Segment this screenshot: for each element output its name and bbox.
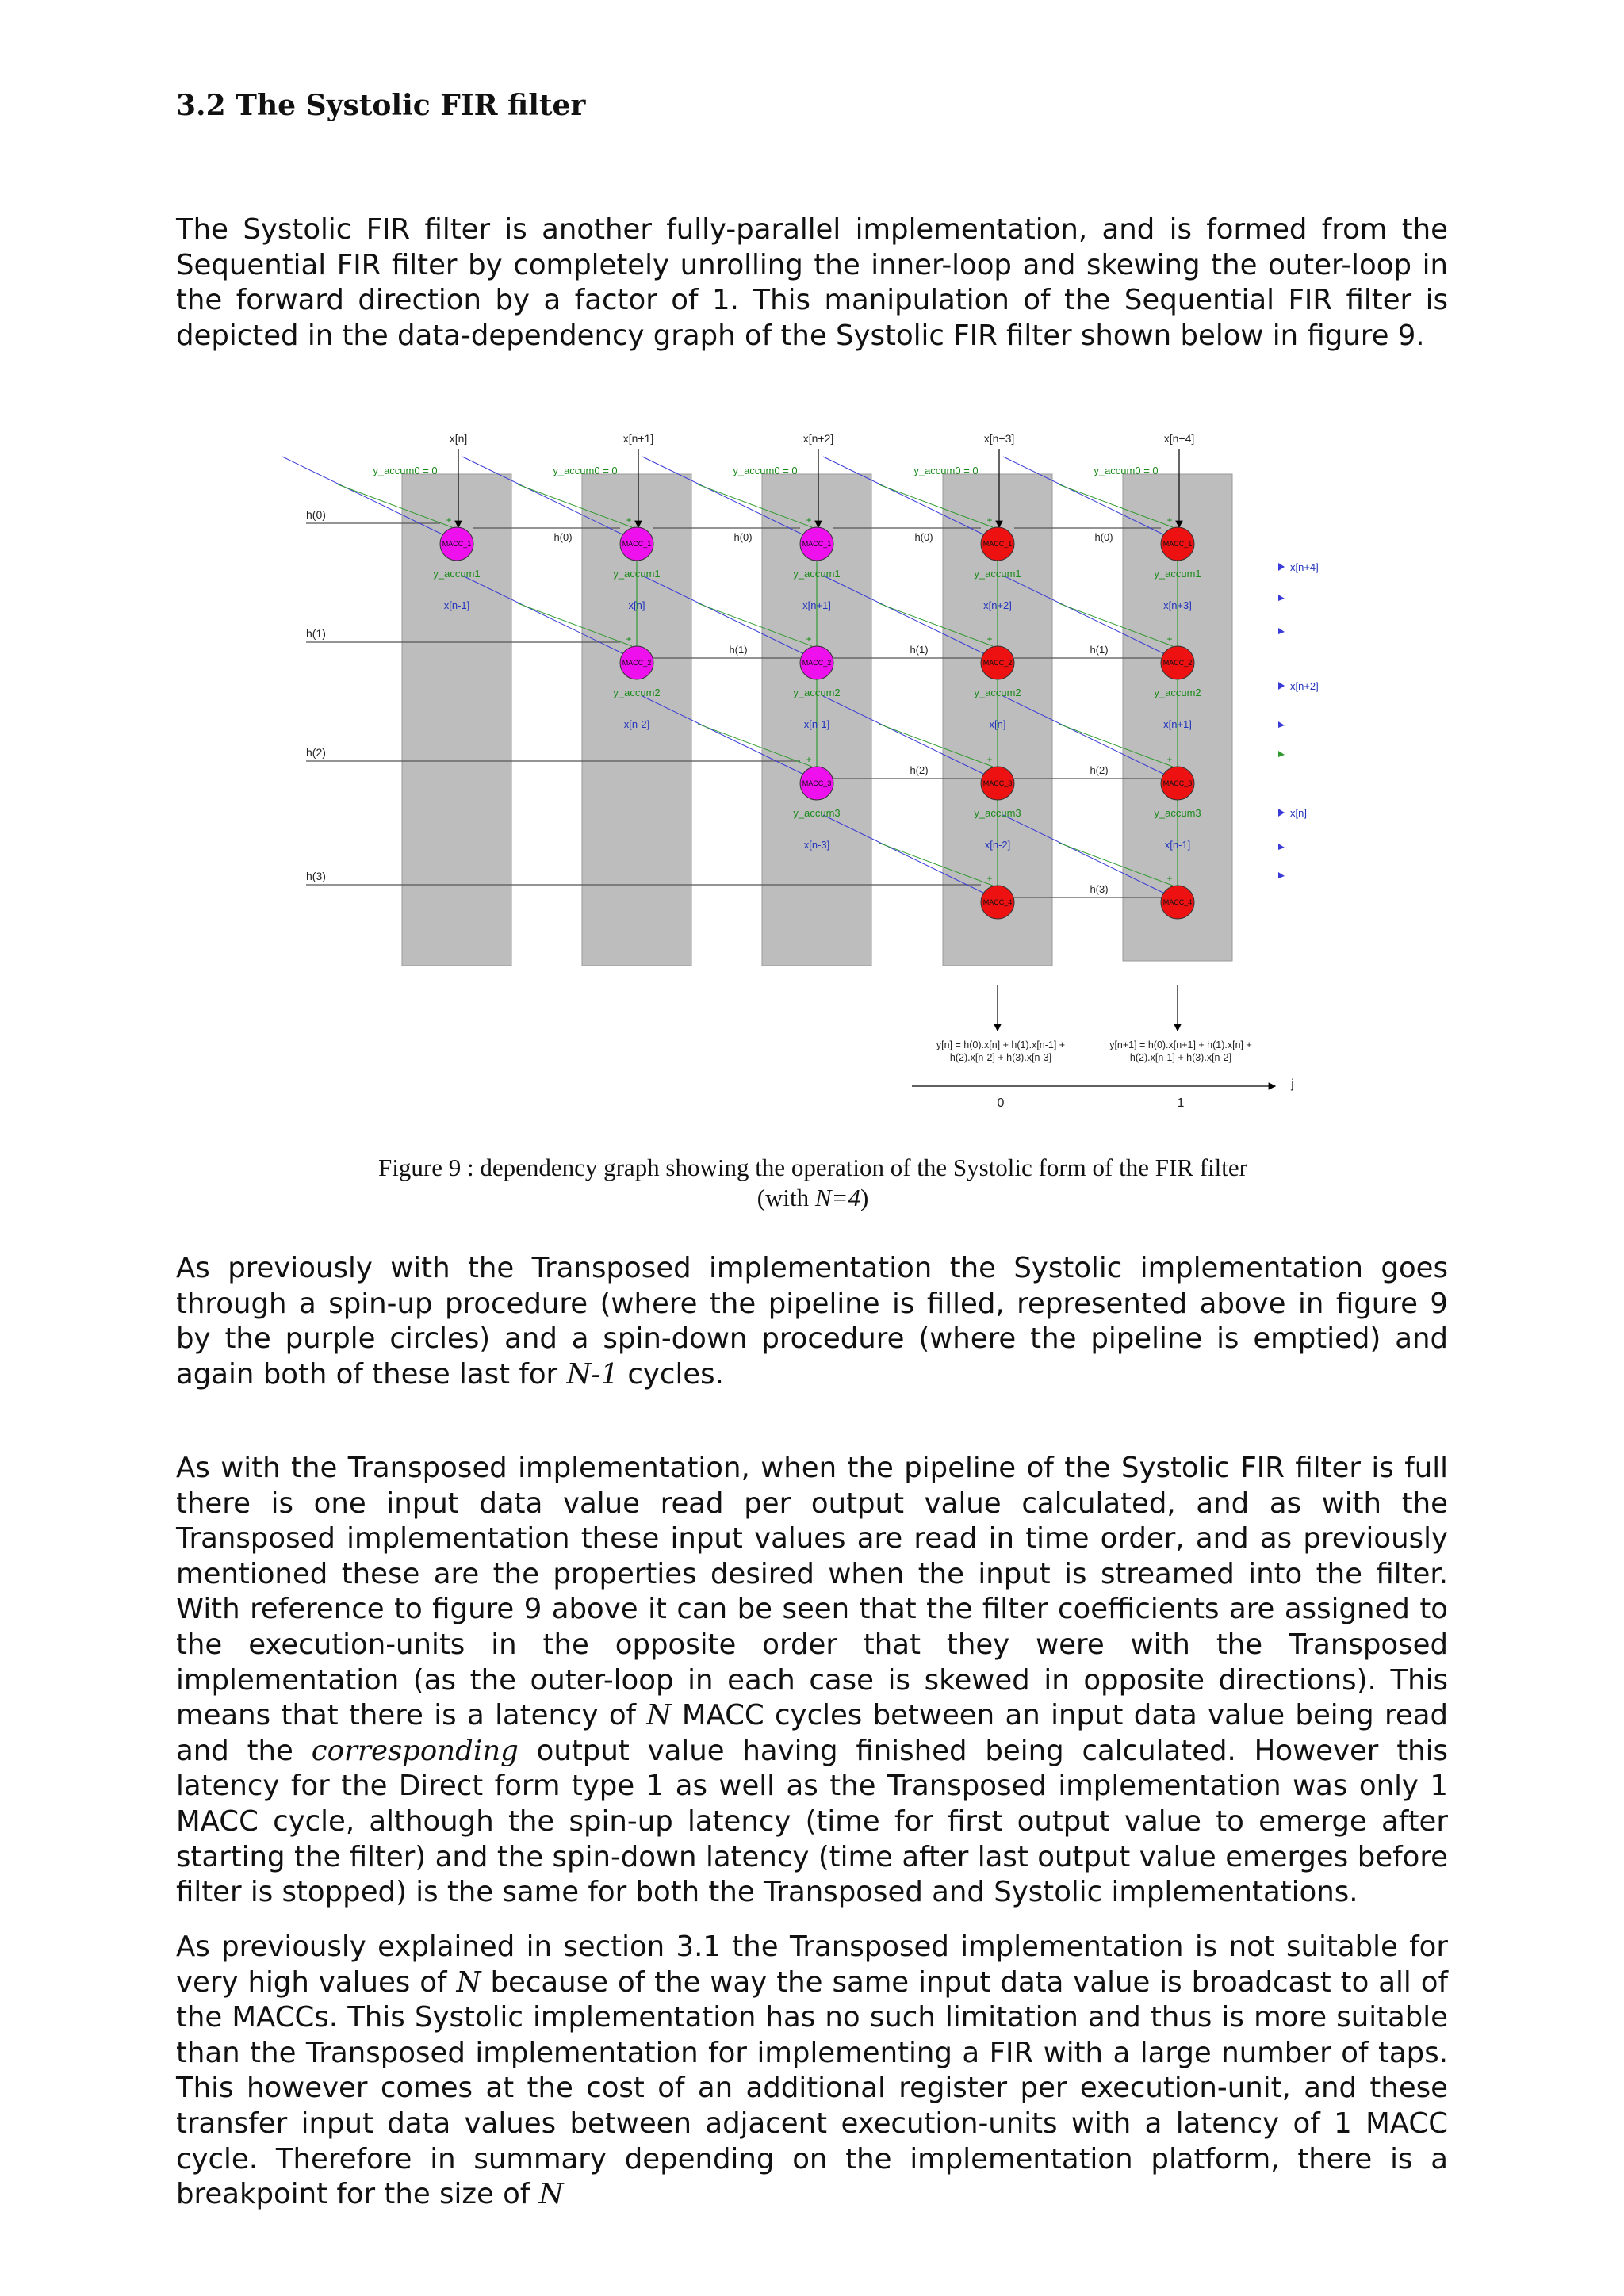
delayed-x-label: x[n+3] — [1163, 599, 1192, 611]
delayed-x-label: x[n-2] — [623, 718, 650, 730]
accum0-label: y_accum0 = 0 — [373, 465, 438, 476]
macc-label: MACC_3 — [1162, 779, 1193, 787]
p4-n2: N — [538, 2178, 564, 2211]
caption-with: (with — [756, 1184, 815, 1211]
accum-label: y_accum1 — [1154, 568, 1201, 580]
h-label: h(3) — [306, 870, 326, 882]
h-between-label: h(2) — [910, 764, 929, 776]
output-arrowhead — [1278, 563, 1285, 571]
h-row-label: h(0) — [553, 531, 573, 543]
column-x-label: x[n] — [449, 432, 468, 445]
column-x-label: x[n+3] — [983, 432, 1015, 445]
j-value-label: 0 — [997, 1096, 1005, 1110]
j-axis-label: j — [1291, 1077, 1294, 1091]
accum-label: y_accum2 — [974, 687, 1021, 698]
plus-sign: + — [446, 515, 452, 526]
accum-label: y_accum1 — [974, 568, 1021, 580]
macc-label: MACC_1 — [442, 540, 472, 548]
accum0-label: y_accum0 = 0 — [914, 465, 979, 476]
latency-paragraph — [176, 1451, 1448, 1911]
plus-sign: + — [626, 515, 632, 526]
h-label: h(2) — [306, 746, 326, 759]
macc-label: MACC_4 — [982, 898, 1013, 906]
plus-sign: + — [986, 633, 993, 645]
column-x-label: x[n+2] — [802, 432, 834, 445]
p4-n: N — [456, 1965, 481, 1999]
macc-label: MACC_3 — [802, 779, 832, 787]
output-formula-line2: h(2).x[n-2] + h(3).x[n-3] — [949, 1052, 1052, 1063]
delayed-x-label: x[n+1] — [1163, 718, 1192, 730]
accum-label: y_accum3 — [974, 807, 1021, 819]
plus-sign: + — [1166, 515, 1173, 526]
p4-text-b: because of the way the same input data value is broadcast to all of the MACCs. This Systolic implementation has no such limitation and thus is more suitable than the Transposed implementation for implementing a FIR with a large number of taps. This however comes at the cost of an additional register per execution-unit, and these transfer input data values between adjacent execution-units with a latency of 1 MACC cycle. Therefore in summary depending on the implementation platform, there is a breakpoint for the size of — [176, 1965, 1448, 2211]
p3-text-a: As with the Transposed implementation, when the pipeline of the Systolic FIR filter is full there is one input data value read per output value calculated, and as with the Transposed implementation these input values are read in time order, and as previously mentioned these are the properties desired when the input is streamed into the filter. With reference to figure 9 above it can be seen that the filter coefficients are assigned to the execution-units in the opposite order that they were with the Transposed implementation (as the outer-loop in each case is skewed in opposite directions). This means that there is a latency of — [176, 1452, 1448, 1732]
macc-label: MACC_2 — [622, 659, 652, 667]
output-formula-line2: h(2).x[n-1] + h(3).x[n-2] — [1129, 1052, 1232, 1063]
accum-label: y_accum1 — [793, 568, 841, 580]
plus-sign: + — [626, 633, 632, 645]
accum-label: y_accum3 — [793, 807, 841, 819]
caption-text: Figure 9 : dependency graph showing the operation of the Systolic form of the FIR filter — [378, 1154, 1247, 1181]
p3-n: N — [646, 1699, 672, 1732]
h-between-label: h(3) — [1090, 883, 1109, 895]
h-label: h(1) — [306, 627, 326, 640]
right-output-label: x[n] — [1290, 807, 1307, 819]
h-label: h(0) — [306, 508, 326, 521]
accum-label: y_accum3 — [1154, 807, 1201, 819]
delayed-x-label: x[n-2] — [984, 839, 1011, 851]
p3-text-c: output value having finished being calculated. However this latency for the Direct form type 1 as well as the Transposed implementation was only 1 MACC cycle, although the spin-up latency (time for first output value to emerge after starting the filter) and the spin-down latency (time after last output value emerges before filter is stopped) is the same for both the Transposed and Systolic implementations. — [176, 1734, 1449, 1909]
j-value-label: 1 — [1177, 1096, 1185, 1110]
macc-label: MACC_2 — [802, 659, 832, 667]
h-between-label: h(1) — [1090, 644, 1109, 656]
plus-sign: + — [986, 515, 993, 526]
plus-sign: + — [986, 754, 993, 765]
column-x-label: x[n+4] — [1163, 432, 1195, 445]
accum-label: y_accum1 — [433, 568, 481, 580]
macc-label: MACC_1 — [1162, 540, 1193, 548]
figure-caption — [238, 1153, 1388, 1213]
p3-text-b: MACC cycles between an input data value being read and the — [176, 1699, 1448, 1767]
plus-sign: + — [1166, 633, 1173, 645]
macc-label: MACC_1 — [982, 540, 1013, 548]
p2-n: N-1 — [566, 1357, 619, 1391]
delayed-x-label: x[n] — [628, 599, 645, 611]
macc-label: MACC_1 — [802, 540, 832, 548]
output-formula-line1: y[n+1] = h(0).x[n+1] + h(1).x[n] + — [1109, 1039, 1252, 1050]
accum0-label: y_accum0 = 0 — [733, 465, 798, 476]
delayed-x-label: x[n+1] — [802, 599, 831, 611]
delayed-x-label: x[n-1] — [1164, 839, 1191, 851]
output-arrowhead — [1278, 682, 1285, 690]
plus-sign: + — [1166, 754, 1173, 765]
delayed-x-label: x[n-1] — [443, 599, 470, 611]
output-arrowhead — [1278, 844, 1285, 850]
output-arrowhead — [1278, 595, 1285, 601]
h-row-label: h(0) — [1094, 531, 1113, 543]
macc-label: MACC_1 — [622, 540, 652, 548]
delayed-x-label: x[n-1] — [803, 718, 830, 730]
right-output-label: x[n+2] — [1290, 680, 1319, 692]
macc-label: MACC_4 — [1162, 898, 1193, 906]
output-arrowhead — [1278, 809, 1285, 817]
p4-text-a: As previously explained in section 3.1 the Transposed implementation is not suitable for very high values of — [176, 1931, 1448, 1999]
dependency-graph-figure — [270, 412, 1348, 1142]
p3-corresponding: corresponding — [311, 1734, 519, 1767]
h-row-label: h(0) — [914, 531, 933, 543]
caption-close: ) — [860, 1184, 869, 1211]
plus-sign: + — [1166, 873, 1173, 884]
output-arrowhead — [1278, 721, 1285, 728]
accum-label: y_accum1 — [613, 568, 661, 580]
accum-label: y_accum2 — [613, 687, 661, 698]
accum-label: y_accum2 — [793, 687, 841, 698]
h-row-label: h(0) — [733, 531, 753, 543]
h-between-label: h(2) — [1090, 764, 1109, 776]
h-between-label: h(1) — [910, 644, 929, 656]
column-x-label: x[n+1] — [622, 432, 654, 445]
right-output-label: x[n+4] — [1290, 561, 1319, 573]
p2-text-a: As previously with the Transposed implementation the Systolic implementation goes through a spin-up procedure (where the pipeline is filled, represented above in figure 9 by the purple circles) and a spin-down procedure (where the pipeline is emptied) and again both of these last for — [176, 1252, 1448, 1391]
section-title: 3.2 The Systolic FIR filter — [176, 89, 586, 122]
delayed-x-label: x[n] — [989, 718, 1006, 730]
output-arrowhead — [1278, 628, 1285, 634]
delayed-x-label: x[n-3] — [803, 839, 830, 851]
comparison-paragraph — [176, 1930, 1448, 2213]
macc-label: MACC_2 — [1162, 659, 1193, 667]
p2-text-b: cycles. — [619, 1357, 724, 1391]
plus-sign: + — [986, 873, 993, 884]
plus-sign: + — [806, 754, 812, 765]
accum0-label: y_accum0 = 0 — [1094, 465, 1159, 476]
delayed-x-label: x[n+2] — [983, 599, 1012, 611]
accum0-label: y_accum0 = 0 — [553, 465, 618, 476]
output-arrowhead — [1278, 872, 1285, 878]
macc-label: MACC_2 — [982, 659, 1013, 667]
spin-up-paragraph — [176, 1251, 1448, 1392]
plus-sign: + — [806, 633, 812, 645]
plus-sign: + — [806, 515, 812, 526]
macc-label: MACC_3 — [982, 779, 1013, 787]
accum-label: y_accum2 — [1154, 687, 1201, 698]
caption-n: N=4 — [814, 1184, 860, 1211]
output-formula-line1: y[n] = h(0).x[n] + h(1).x[n-1] + — [936, 1039, 1066, 1050]
h-between-label: h(1) — [729, 644, 748, 656]
output-arrowhead — [1278, 751, 1285, 757]
intro-paragraph: The Systolic FIR filter is another fully-parallel implementation, and is formed from the Sequential FIR filter by completely unrolling the inner-loop and skewing the outer-loop in the forward direction by a factor of 1. This manipulation of the Sequential FIR filter is depicted in the data-dependency graph of the Systolic FIR filter shown below in figure 9. — [176, 213, 1448, 352]
